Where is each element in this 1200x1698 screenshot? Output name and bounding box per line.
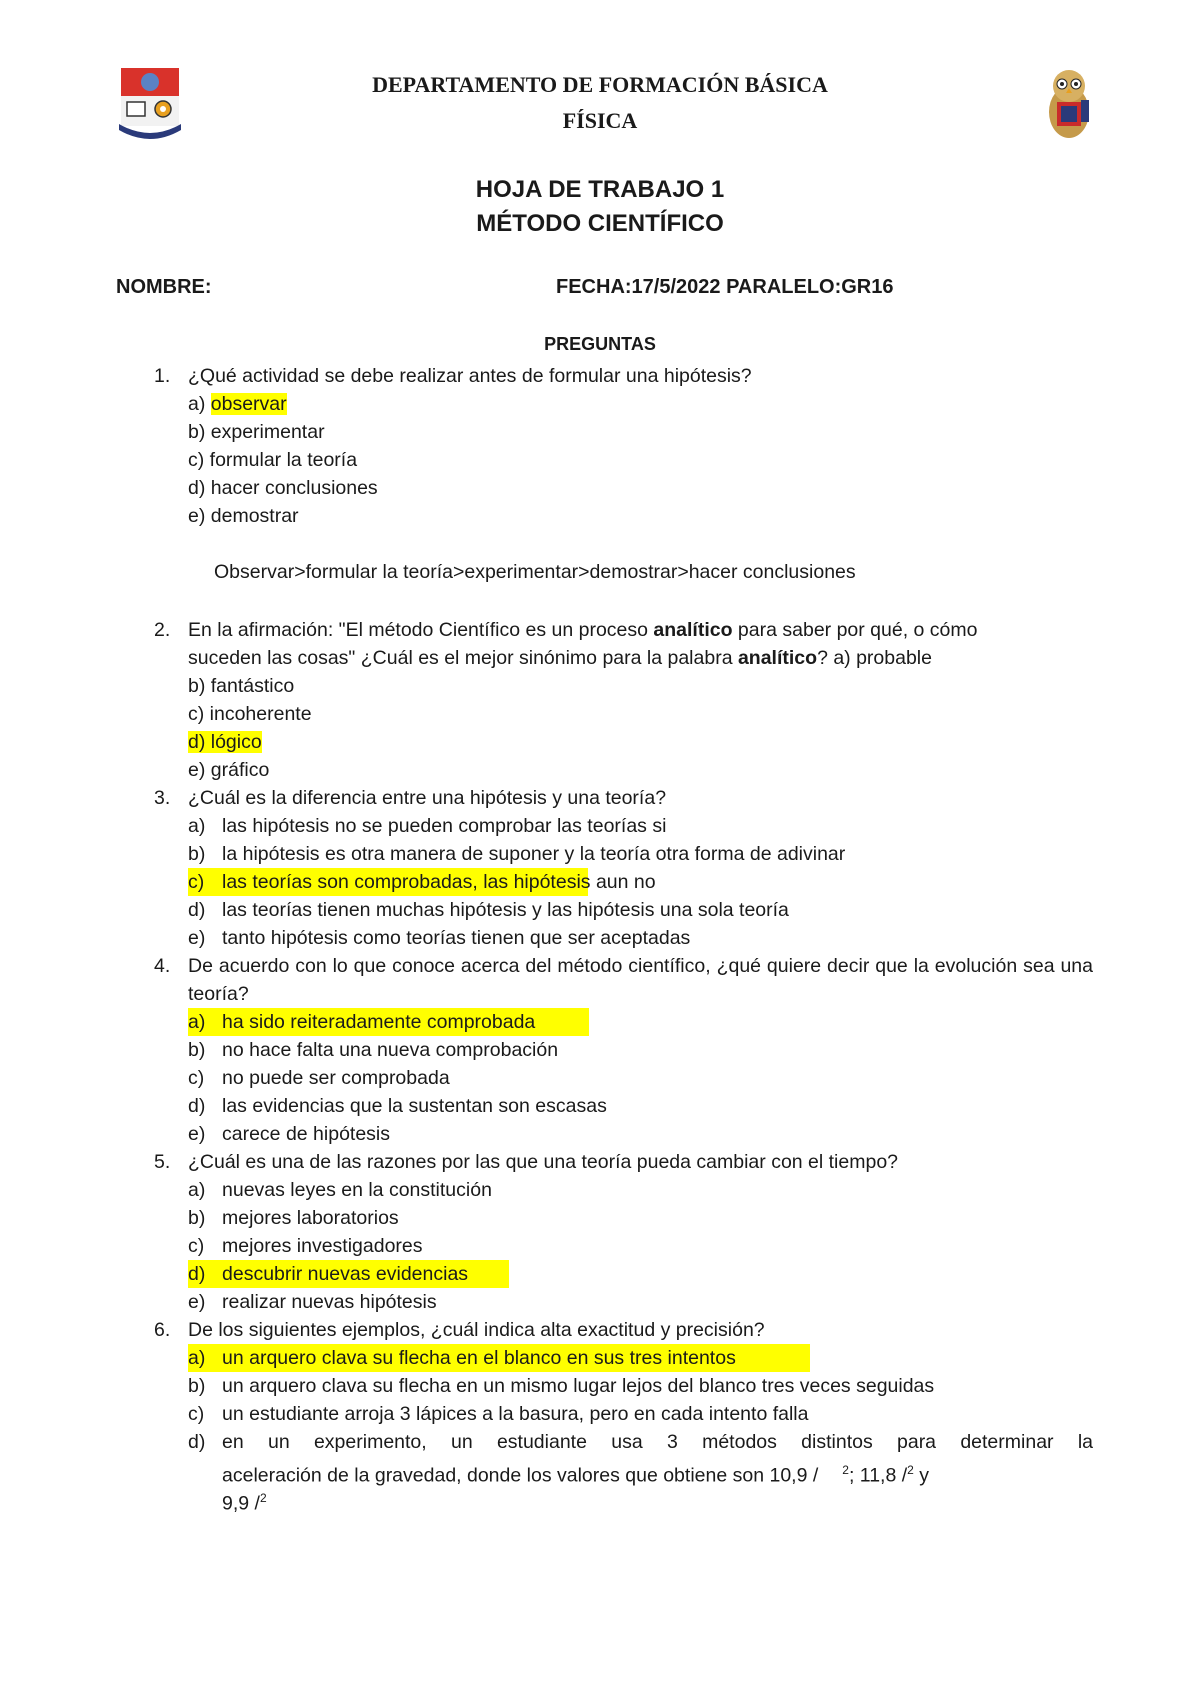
option-text: mejores investigadores: [222, 1235, 423, 1257]
option-label: a): [188, 815, 206, 837]
exponent: 2: [259, 1491, 267, 1505]
option-d: [188, 728, 262, 756]
option-label: b): [188, 1207, 206, 1229]
question-number: 2.: [154, 619, 171, 641]
exponent: 2: [842, 1463, 849, 1477]
option-a: [188, 390, 287, 418]
option-label: d): [188, 1095, 206, 1117]
option-label: c): [188, 871, 205, 893]
option-text: las teorías tienen muchas hipótesis y las hipótesis una sola teoría: [222, 899, 789, 921]
option-text: mejores laboratorios: [222, 1207, 399, 1229]
university-crest-logo: [115, 66, 185, 142]
option-label: c): [188, 1403, 205, 1425]
option-label: a): [188, 1179, 206, 1201]
option-text: la hipótesis es otra manera de suponer y la teoría otra forma de adivinar: [222, 843, 846, 865]
option-text: un estudiante arroja 3 lápices a la basura, pero en cada intento falla: [222, 1403, 809, 1425]
option-text: nuevas leyes en la constitución: [222, 1179, 492, 1201]
option-text-continued: [222, 1484, 267, 1518]
question-text: ¿Cuál es una de las razones por las que una teoría pueda cambiar con el tiempo?: [188, 1151, 899, 1173]
option-text: realizar nuevas hipótesis: [222, 1291, 437, 1313]
option-text: no puede ser comprobada: [222, 1067, 450, 1089]
option-label: d): [188, 1263, 206, 1285]
option-text: carece de hipótesis: [222, 1123, 391, 1145]
option-label: a): [188, 1011, 206, 1033]
highlighted-answer: [188, 1344, 810, 1372]
worksheet-title: HOJA DE TRABAJO 1: [475, 176, 725, 203]
option-text-part: aceleración de la gravedad, donde los valores que obtiene son: [222, 1464, 770, 1487]
option-label: c): [188, 1067, 205, 1089]
gravity-value-1: 10,9 /: [769, 1464, 819, 1487]
gravity-value-2: 11,8 /: [859, 1464, 908, 1487]
option-text: las evidencias que la sustentan son escasas: [222, 1095, 607, 1117]
owl-mascot-logo: [1043, 66, 1095, 142]
option-a: ? a) probable: [817, 647, 932, 669]
highlighted-answer: [188, 1008, 589, 1036]
fecha-paralelo: FECHA:17/5/2022 PARALELO:GR16: [556, 276, 894, 298]
question-number: 6.: [154, 1319, 171, 1341]
option-e: e) demostrar: [188, 505, 299, 527]
question-text: ¿Cuál es la diferencia entre una hipótesis y una teoría?: [188, 787, 667, 809]
question-text: [188, 616, 978, 644]
question-text-part: para saber por qué, o cómo: [732, 619, 978, 641]
option-label: d): [188, 1431, 206, 1453]
question-number: 4.: [154, 955, 171, 977]
option-b: b) fantástico: [188, 675, 295, 697]
department-title: DEPARTAMENTO DE FORMACIÓN BÁSICA: [372, 72, 828, 97]
option-text: un arquero clava su flecha en el blanco en sus tres intentos: [222, 1347, 736, 1369]
conjunction: y: [913, 1464, 929, 1487]
option-label: c): [188, 1235, 205, 1257]
option-e: e) gráfico: [188, 759, 270, 781]
nombre-label: NOMBRE:: [116, 276, 212, 298]
gravity-value-3: 9,9 /: [222, 1492, 260, 1515]
question-text: ¿Qué actividad se debe realizar antes de formular una hipótesis?: [188, 365, 752, 387]
worksheet-subtitle: MÉTODO CIENTÍFICO: [476, 210, 724, 237]
option-label: b): [188, 1375, 206, 1397]
option-text: descubrir nuevas evidencias: [222, 1263, 469, 1285]
option-label: a): [188, 1347, 206, 1369]
option-label: e): [188, 927, 206, 949]
option-b: b) experimentar: [188, 421, 325, 443]
option-text-continued: [222, 1456, 929, 1490]
question-text: De acuerdo con lo que conoce acerca del método científico, ¿qué quiere decir que la evolución sea una teoría?: [188, 955, 1093, 1005]
option-text: tanto hipótesis como teorías tienen que ser aceptadas: [222, 927, 691, 949]
option-text: las teorías son comprobadas, las hipótesis aun no: [222, 871, 656, 893]
highlighted-answer: observar: [210, 393, 287, 415]
highlighted-answer: [188, 1260, 509, 1288]
question-2-continued: [188, 644, 932, 672]
option-text: las hipótesis no se pueden comprobar las teorías si: [222, 815, 667, 837]
question-number: 1.: [154, 365, 171, 387]
option-text: en un experimento, un estudiante usa 3 métodos distintos para determinar la: [222, 1431, 1093, 1453]
bold-term: analítico: [737, 647, 818, 669]
option-text: un arquero clava su flecha en un mismo lugar lejos del blanco tres veces seguidas: [222, 1375, 935, 1397]
option-c: c) incoherente: [188, 703, 312, 725]
question-number: 3.: [154, 787, 171, 809]
separator: ;: [848, 1464, 860, 1487]
answer-note: Observar>formular la teoría>experimentar>demostrar>hacer conclusiones: [214, 561, 856, 583]
question-text-part: En la afirmación: "El método Científico es un proceso: [188, 619, 654, 641]
exponent: 2: [907, 1463, 914, 1477]
option-text: no hace falta una nueva comprobación: [222, 1039, 559, 1061]
option-label: b): [188, 843, 206, 865]
option-label: b): [188, 1039, 206, 1061]
bold-term: analítico: [653, 619, 733, 641]
option-d: d) hacer conclusiones: [188, 477, 378, 499]
question-text: De los siguientes ejemplos, ¿cuál indica alta exactitud y precisión?: [188, 1319, 765, 1341]
option-label: e): [188, 1291, 206, 1313]
question-text-part: suceden las cosas" ¿Cuál es el mejor sinónimo para la palabra: [188, 647, 738, 669]
option-label: d): [188, 899, 206, 921]
question-number: 5.: [154, 1151, 171, 1173]
highlighted-answer: [188, 868, 656, 896]
option-label: e): [188, 1123, 206, 1145]
department-subtitle: FÍSICA: [562, 108, 638, 133]
option-text: ha sido reiteradamente comprobada: [222, 1011, 536, 1033]
highlighted-answer: d) lógico: [188, 731, 262, 753]
option-c: c) formular la teoría: [188, 449, 358, 471]
option-label: a): [188, 393, 211, 415]
section-heading: PREGUNTAS: [544, 334, 656, 354]
